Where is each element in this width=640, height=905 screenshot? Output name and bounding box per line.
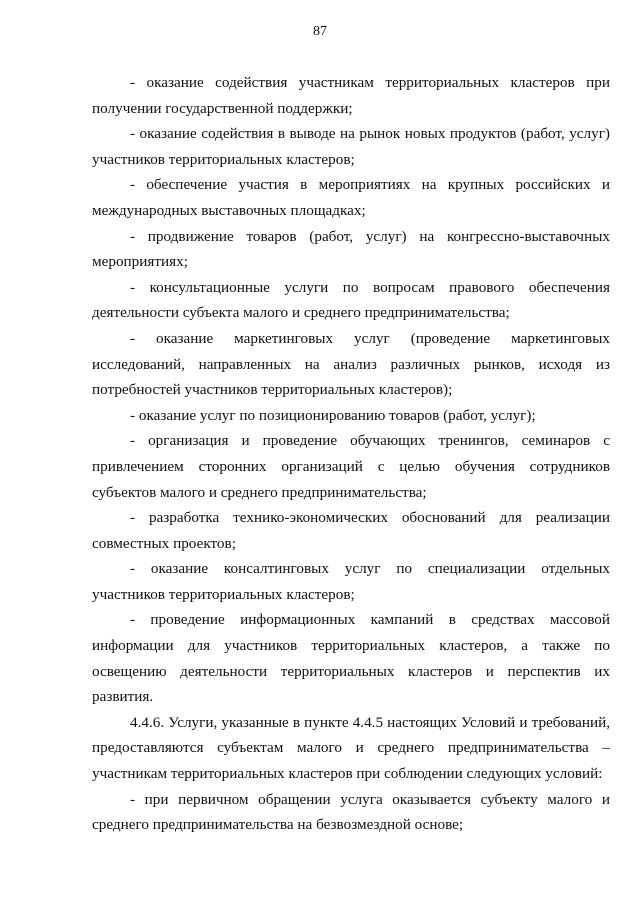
paragraph-media-campaigns: - проведение информационных кампаний в средствах массовой информации для участников территориальных кластеров, а также по освещению деятельности территориальных кластеров и перспектив их развития. [92, 611, 610, 706]
paragraph-congress-promotion: - продвижение товаров (работ, услуг) на конгрессно-выставочных мероприятиях; [92, 227, 610, 271]
paragraph-market-entry-assistance: - оказание содействия в выводе на рынок новых продуктов (работ, услуг) участников территориальных кластеров; [92, 125, 610, 168]
paragraph-positioning-services: - оказание услуг по позиционированию товаров (работ, услуг); [130, 406, 536, 424]
paragraph-feasibility-studies: - разработка технико-экономических обоснований для реализации совместных проектов; [92, 509, 610, 552]
paragraph-trainings: - организация и проведение обучающих тренингов, семинаров с привлечением сторонних организаций с целью обучения сотрудников субъектов малого и среднего предпринимательства; [92, 432, 610, 501]
paragraph-support-assistance: - оказание содействия участникам территориальных кластеров при получении государственной поддержки; [92, 74, 610, 117]
document-body [92, 70, 610, 838]
paragraph-free-first-service: - при первичном обращении услуга оказывается субъекту малого и среднего предпринимательства на безвозмездной основе; [92, 790, 610, 834]
paragraph-legal-consulting: - консультационные услуги по вопросам правового обеспечения деятельности субъекта малого и среднего предпринимательства; [92, 278, 610, 322]
paragraph-marketing-services: - оказание маркетинговых услуг (проведение маркетинговых исследований, направленных на анализ различных рынков, исходя из потребностей участников территориальных кластеров); [92, 329, 610, 399]
paragraph-section-4-4-6: 4.4.6. Услуги, указанные в пункте 4.4.5 настоящих Условий и требований, предоставляются субъектам малого и среднего предпринимательства – участникам территориальных кластеров при соблюдении следующих условий: [92, 713, 610, 783]
paragraph-exhibition-participation: - обеспечение участия в мероприятиях на крупных российских и международных выставочных площадках; [92, 176, 610, 219]
paragraph-consulting-services: - оказание консалтинговых услуг по специализации отдельных участников территориальных кластеров; [92, 560, 610, 603]
page-number: 87 [313, 24, 327, 39]
